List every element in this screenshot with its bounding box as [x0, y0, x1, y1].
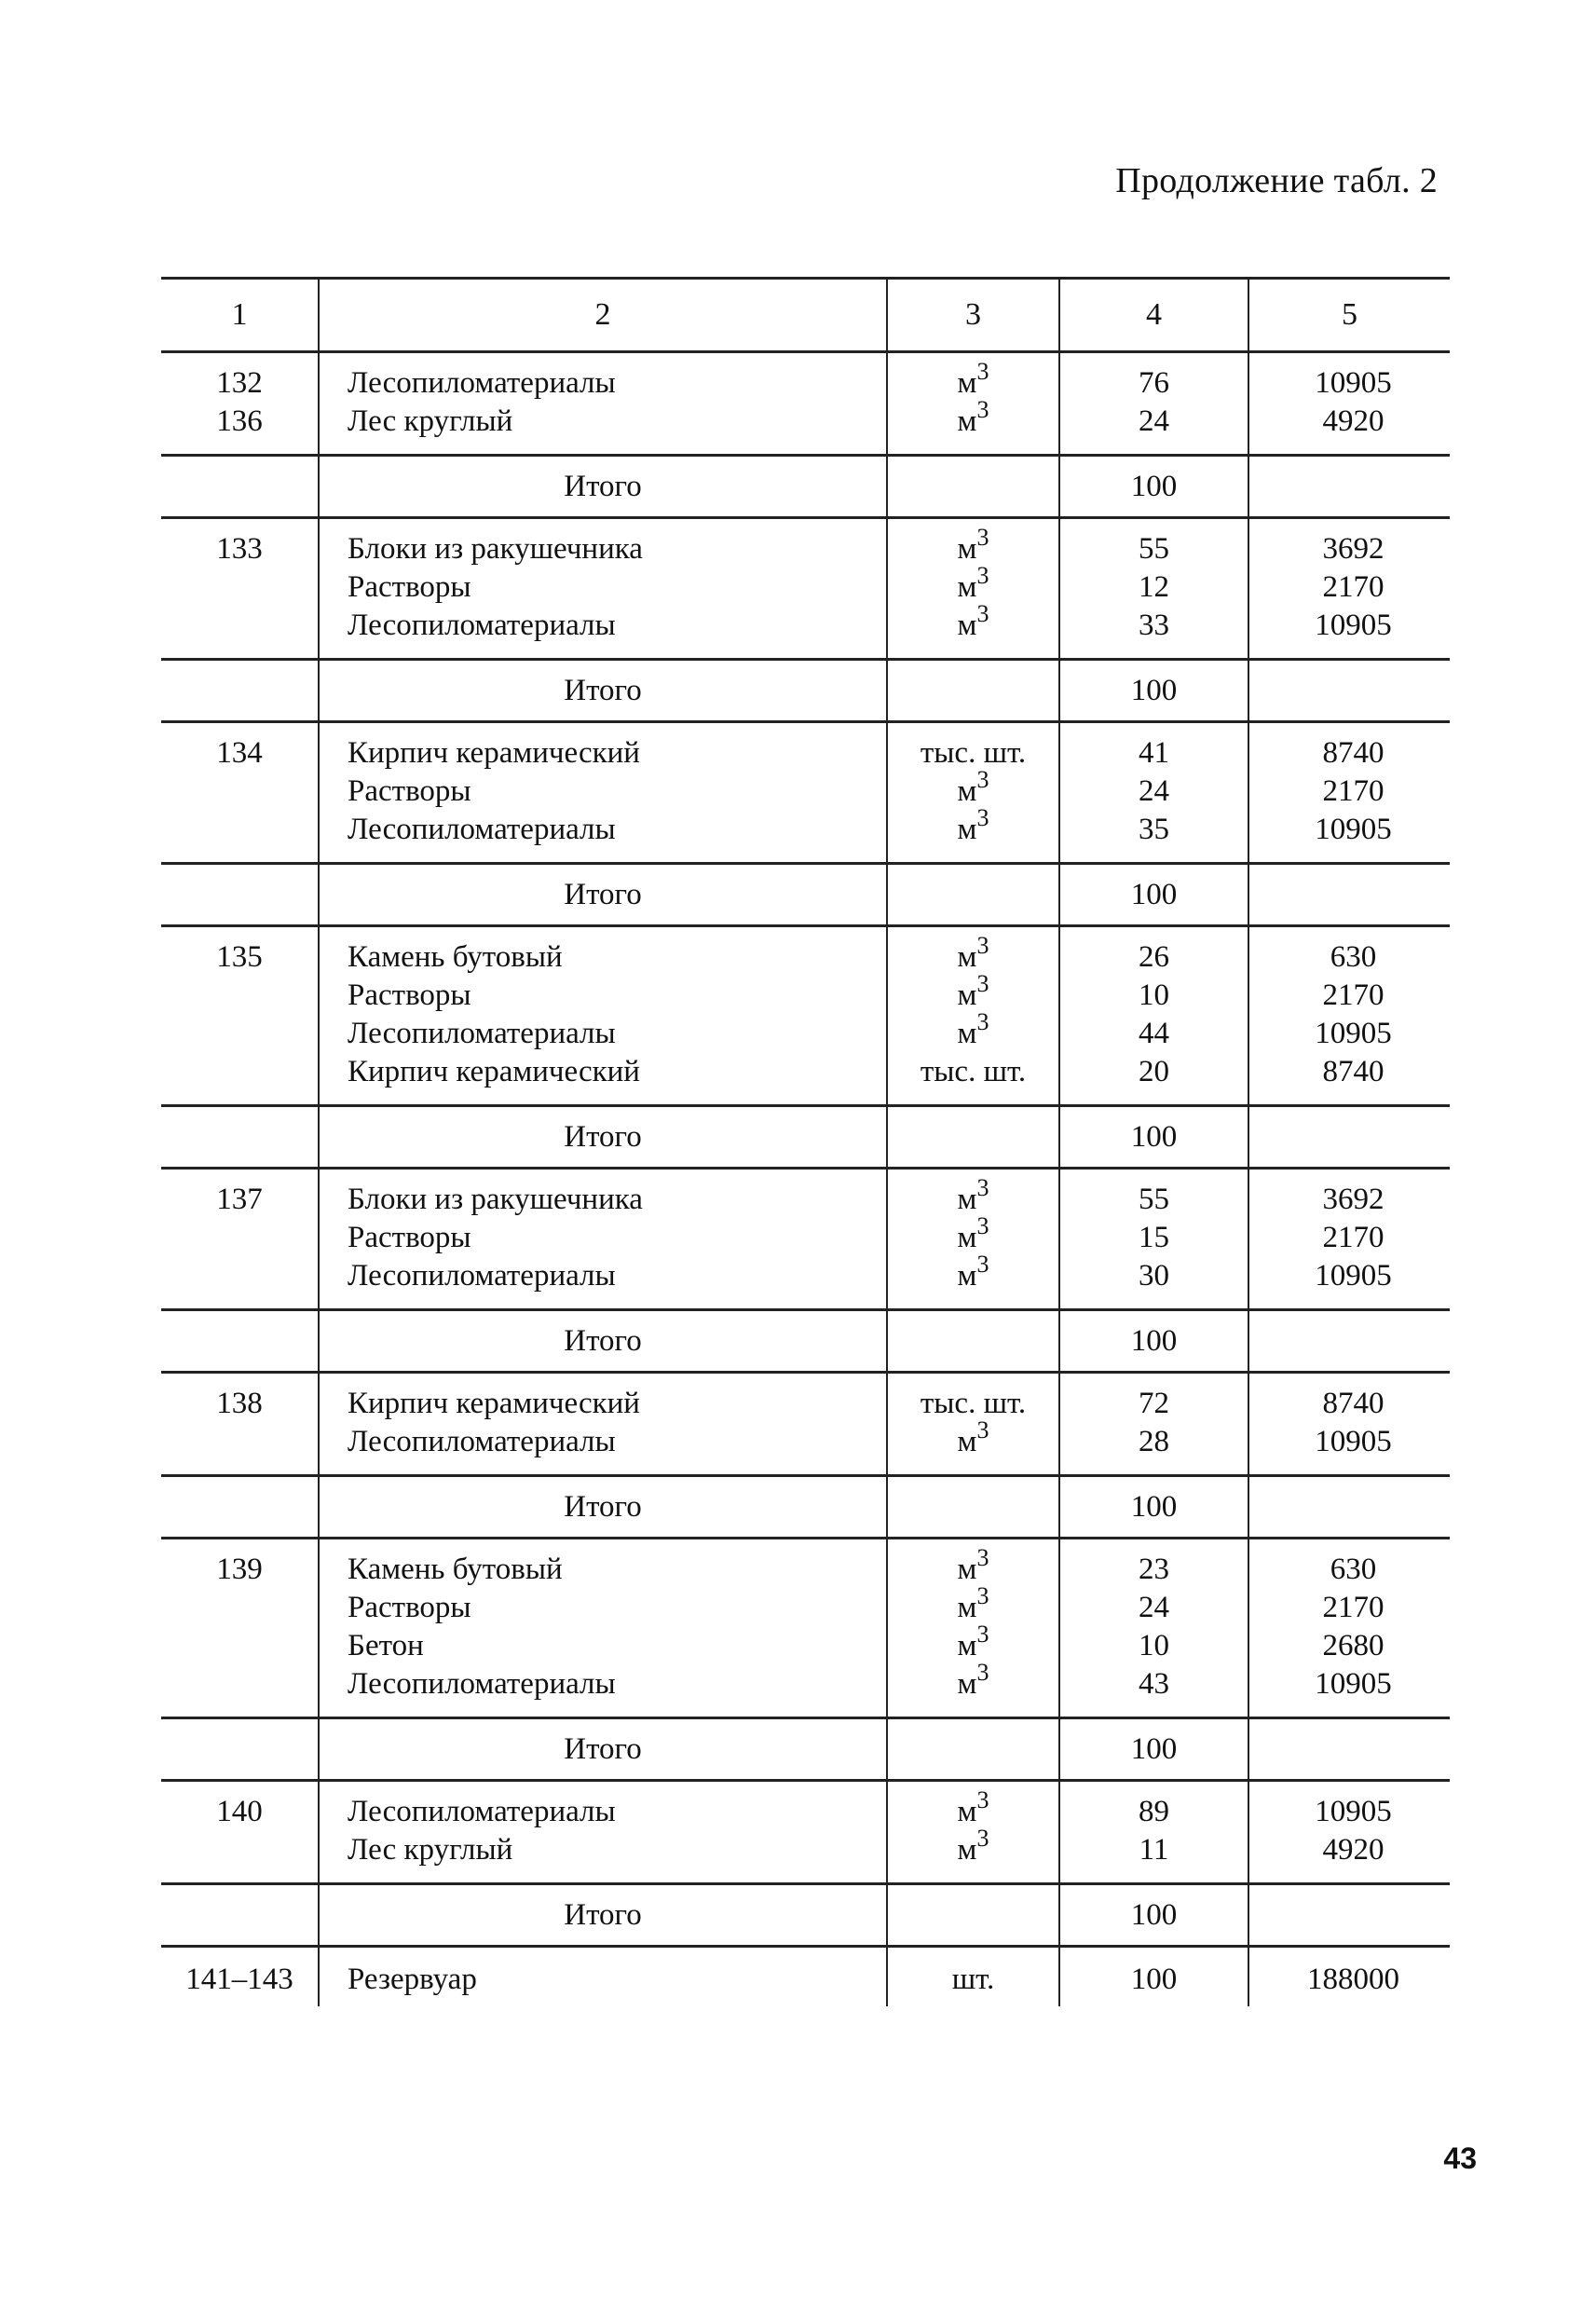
unit-exponent: 3 [976, 600, 989, 627]
material-name: Лес круглый [348, 1833, 513, 1867]
material-name: Камень бутовый [348, 1553, 563, 1586]
total-label: Итого [319, 1106, 887, 1169]
value-cell [1248, 518, 1450, 660]
materials-table [161, 277, 1450, 2006]
total-empty-cell [887, 1310, 1059, 1373]
group-code: 139 [216, 1553, 263, 1586]
total-empty-cell [887, 1884, 1059, 1947]
total-row [161, 1310, 1450, 1373]
percent-value: 55 [1139, 1183, 1169, 1216]
price-value: 2170 [1322, 570, 1385, 604]
unit-exponent: 3 [976, 1212, 989, 1239]
percent-value: 24 [1139, 774, 1169, 808]
group-code-cell [161, 518, 319, 660]
percent-value: 41 [1139, 736, 1169, 770]
unit-exponent: 3 [976, 396, 989, 423]
price-value: 8740 [1322, 736, 1385, 770]
price-value: 630 [1330, 940, 1377, 974]
unit [888, 358, 1058, 403]
total-value: 100 [1059, 1310, 1248, 1373]
total-label: Итого [319, 660, 887, 722]
price-value: 10905 [1315, 1667, 1392, 1701]
total-row [161, 1476, 1450, 1539]
material-name: Лесопиломатериалы [348, 1259, 616, 1293]
unit-text: м [957, 1425, 977, 1458]
group-code: 137 [216, 1183, 263, 1216]
group-code-cell [161, 1781, 319, 1884]
unit-text: м [957, 404, 977, 438]
group-code-cell [161, 722, 319, 864]
header-cell: 5 [1248, 279, 1450, 352]
unit-text: м [957, 1795, 977, 1828]
percent-value: 26 [1139, 940, 1169, 974]
group-code: 135 [216, 940, 263, 974]
material-name: Камень бутовый [348, 940, 563, 974]
unit-text: м [957, 1553, 977, 1586]
price-value: 2680 [1322, 1629, 1385, 1662]
material-name-cell [319, 352, 887, 456]
percent-value: 23 [1139, 1553, 1169, 1586]
value-cell [1248, 1169, 1450, 1310]
percent-cell [1059, 722, 1248, 864]
material-name: Лес круглый [348, 404, 513, 438]
header-cell: 4 [1059, 279, 1248, 352]
table-caption: Продолжение табл. 2 [1115, 161, 1438, 200]
total-label: Итого [319, 864, 887, 926]
total-empty-cell [1248, 456, 1450, 518]
unit-exponent: 3 [976, 970, 989, 997]
group-code-cell [161, 1373, 319, 1476]
material-name: Растворы [348, 1221, 471, 1254]
header-cell: 3 [887, 279, 1059, 352]
unit-exponent: 3 [976, 524, 989, 551]
total-empty-cell [161, 1718, 319, 1781]
unit [888, 766, 1058, 811]
percent-value: 76 [1139, 366, 1169, 400]
value-cell [1248, 926, 1450, 1106]
unit-exponent: 3 [976, 1251, 989, 1278]
material-name-cell [319, 722, 887, 864]
price-value: 10905 [1315, 1017, 1392, 1050]
unit-exponent: 3 [976, 358, 989, 385]
total-empty-cell [161, 864, 319, 926]
total-value: 100 [1059, 864, 1248, 926]
unit-text: тыс. шт. [920, 1387, 1027, 1420]
total-empty-cell [887, 456, 1059, 518]
total-empty-cell [161, 1310, 319, 1373]
final-percent-cell [1059, 1947, 1248, 2007]
total-empty-cell [887, 660, 1059, 722]
group-row [161, 1539, 1450, 1718]
unit-text: м [957, 1221, 977, 1254]
percent-value: 24 [1139, 1591, 1169, 1624]
price-value: 10905 [1315, 609, 1392, 642]
percent-cell [1059, 1169, 1248, 1310]
price-value: 10905 [1315, 1259, 1392, 1293]
price-value: 2170 [1322, 774, 1385, 808]
unit-text: м [957, 1629, 977, 1662]
final-percent: 100 [1130, 1963, 1178, 1996]
percent-value: 15 [1139, 1221, 1169, 1254]
total-row [161, 1884, 1450, 1947]
unit [888, 1008, 1058, 1053]
unit-text: м [957, 1667, 977, 1701]
total-empty-cell [887, 1476, 1059, 1539]
unit [888, 970, 1058, 1015]
unit [888, 600, 1058, 645]
unit-text: м [957, 609, 977, 642]
material-name: Лесопиломатериалы [348, 366, 616, 400]
unit [888, 1825, 1058, 1869]
material-name: Лесопиломатериалы [348, 1425, 616, 1458]
total-empty-cell [161, 456, 319, 518]
price-value: 3692 [1322, 532, 1385, 566]
unit-exponent: 3 [976, 1582, 989, 1609]
material-name: Лесопиломатериалы [348, 1017, 616, 1050]
total-empty-cell [1248, 1106, 1450, 1169]
value-cell [1248, 1781, 1450, 1884]
percent-value: 12 [1139, 570, 1169, 604]
unit-cell [887, 1373, 1059, 1476]
group-code: 136 [216, 404, 263, 438]
group-code: 138 [216, 1387, 263, 1420]
unit-text: м [957, 1259, 977, 1293]
material-name: Кирпич керамический [348, 1387, 640, 1420]
price-value: 8740 [1322, 1055, 1385, 1088]
material-name: Блоки из ракушечника [348, 1183, 643, 1216]
total-empty-cell [1248, 864, 1450, 926]
percent-cell [1059, 926, 1248, 1106]
percent-value: 20 [1139, 1055, 1169, 1088]
percent-value: 28 [1139, 1425, 1169, 1458]
price-value: 4920 [1322, 404, 1385, 438]
material-name: Кирпич керамический [348, 736, 640, 770]
percent-value: 35 [1139, 813, 1169, 846]
total-value: 100 [1059, 456, 1248, 518]
page-number: 43 [1443, 2141, 1477, 2175]
unit [888, 1416, 1058, 1461]
percent-cell [1059, 1539, 1248, 1718]
material-name: Растворы [348, 570, 471, 604]
percent-value: 10 [1139, 1629, 1169, 1662]
total-value: 100 [1059, 1718, 1248, 1781]
unit [888, 1621, 1058, 1665]
price-value: 10905 [1315, 366, 1392, 400]
value-cell [1248, 352, 1450, 456]
percent-cell [1059, 1373, 1248, 1476]
percent-value: 30 [1139, 1259, 1169, 1293]
unit-text: м [957, 366, 977, 400]
unit [888, 932, 1058, 977]
final-value-cell [1248, 1947, 1450, 2007]
unit [888, 1385, 1058, 1423]
material-name: Бетон [348, 1629, 424, 1662]
total-label: Итого [319, 1476, 887, 1539]
price-value: 630 [1330, 1553, 1377, 1586]
unit-exponent: 3 [976, 1786, 989, 1813]
unit [888, 562, 1058, 607]
unit-exponent: 3 [976, 562, 989, 589]
unit [888, 524, 1058, 568]
unit-exponent: 3 [976, 1621, 989, 1648]
total-empty-cell [161, 1476, 319, 1539]
percent-value: 10 [1139, 978, 1169, 1012]
unit-cell [887, 1169, 1059, 1310]
unit-exponent: 3 [976, 1659, 989, 1686]
unit-cell [887, 1781, 1059, 1884]
unit-cell [887, 926, 1059, 1106]
material-name: Кирпич керамический [348, 1055, 640, 1088]
total-value: 100 [1059, 1884, 1248, 1947]
group-code: 133 [216, 532, 263, 566]
price-value: 2170 [1322, 1221, 1385, 1254]
group-code-cell [161, 926, 319, 1106]
total-row [161, 1718, 1450, 1781]
material-name: Лесопиломатериалы [348, 609, 616, 642]
group-row [161, 352, 1450, 456]
total-empty-cell [1248, 1310, 1450, 1373]
value-cell [1248, 1373, 1450, 1476]
total-empty-cell [1248, 1884, 1450, 1947]
group-code: 140 [216, 1795, 263, 1828]
unit-exponent: 3 [976, 1825, 989, 1852]
unit-text: тыс. шт. [920, 736, 1027, 770]
group-code-cell [161, 352, 319, 456]
material-name: Растворы [348, 1591, 471, 1624]
price-value: 4920 [1322, 1833, 1385, 1867]
unit-text: м [957, 1833, 977, 1867]
percent-value: 43 [1139, 1667, 1169, 1701]
percent-value: 72 [1139, 1387, 1169, 1420]
percent-value: 44 [1139, 1017, 1169, 1050]
total-empty-cell [887, 864, 1059, 926]
price-value: 10905 [1315, 813, 1392, 846]
unit [888, 1544, 1058, 1589]
unit-exponent: 3 [976, 1008, 989, 1035]
total-empty-cell [161, 1884, 319, 1947]
group-row [161, 926, 1450, 1106]
unit-text: м [957, 978, 977, 1012]
total-label: Итого [319, 1310, 887, 1373]
group-code: 132 [216, 366, 263, 400]
header-cell: 1 [161, 279, 319, 352]
group-row [161, 1373, 1450, 1476]
unit-exponent: 3 [976, 1174, 989, 1201]
unit-text: тыс. шт. [920, 1055, 1027, 1088]
unit-text: м [957, 774, 977, 808]
material-name-cell [319, 518, 887, 660]
unit [888, 1786, 1058, 1831]
unit [888, 1251, 1058, 1295]
unit-text: м [957, 1017, 977, 1050]
final-name-cell [319, 1947, 887, 2007]
price-value: 2170 [1322, 978, 1385, 1012]
price-value: 2170 [1322, 1591, 1385, 1624]
total-empty-cell [887, 1106, 1059, 1169]
total-label: Итого [319, 1884, 887, 1947]
group-code-cell [161, 1539, 319, 1718]
header-cell: 2 [319, 279, 887, 352]
final-row [161, 1947, 1450, 2007]
unit [888, 734, 1058, 773]
group-row [161, 1169, 1450, 1310]
material-name-cell [319, 1373, 887, 1476]
material-name-cell [319, 1539, 887, 1718]
table-header-row [161, 279, 1450, 352]
material-name-cell [319, 926, 887, 1106]
unit-exponent: 3 [976, 766, 989, 793]
unit-exponent: 3 [976, 1416, 989, 1443]
total-row [161, 456, 1450, 518]
final-code-cell [161, 1947, 319, 2007]
total-label: Итого [319, 1718, 887, 1781]
unit-exponent: 3 [976, 1544, 989, 1571]
unit [888, 1053, 1058, 1091]
unit [888, 1174, 1058, 1219]
percent-cell [1059, 1781, 1248, 1884]
material-name: Блоки из ракушечника [348, 532, 643, 566]
total-row [161, 864, 1450, 926]
total-value: 100 [1059, 1106, 1248, 1169]
value-cell [1248, 722, 1450, 864]
final-value: 188000 [1307, 1963, 1399, 1996]
unit [888, 1212, 1058, 1257]
group-row [161, 518, 1450, 660]
unit-cell [887, 1539, 1059, 1718]
price-value: 10905 [1315, 1425, 1392, 1458]
total-row [161, 1106, 1450, 1169]
final-unit: шт. [951, 1963, 995, 1996]
unit-text: м [957, 813, 977, 846]
percent-cell [1059, 518, 1248, 660]
material-name: Растворы [348, 774, 471, 808]
price-value: 3692 [1322, 1183, 1385, 1216]
group-row [161, 1781, 1450, 1884]
total-empty-cell [887, 1718, 1059, 1781]
unit-text: м [957, 570, 977, 604]
percent-value: 24 [1139, 404, 1169, 438]
percent-value: 11 [1139, 1833, 1169, 1867]
unit [888, 804, 1058, 849]
final-code: 141–143 [185, 1963, 293, 1996]
total-value: 100 [1059, 660, 1248, 722]
group-row [161, 722, 1450, 864]
percent-value: 55 [1139, 532, 1169, 566]
total-row [161, 660, 1450, 722]
price-value: 10905 [1315, 1795, 1392, 1828]
percent-cell [1059, 352, 1248, 456]
unit-exponent: 3 [976, 932, 989, 959]
unit-cell [887, 722, 1059, 864]
unit-text: м [957, 1591, 977, 1624]
material-name: Лесопиломатериалы [348, 1795, 616, 1828]
unit-text: м [957, 940, 977, 974]
unit [888, 1659, 1058, 1703]
material-name: Лесопиломатериалы [348, 1667, 616, 1701]
material-name: Растворы [348, 978, 471, 1012]
material-name-cell [319, 1169, 887, 1310]
unit [888, 1582, 1058, 1627]
total-empty-cell [1248, 1718, 1450, 1781]
final-unit-cell [887, 1947, 1059, 2007]
unit-exponent: 3 [976, 804, 989, 831]
total-empty-cell [1248, 660, 1450, 722]
price-value: 8740 [1322, 1387, 1385, 1420]
total-empty-cell [161, 1106, 319, 1169]
group-code: 134 [216, 736, 263, 770]
group-code-cell [161, 1169, 319, 1310]
percent-value: 89 [1139, 1795, 1169, 1828]
unit-cell [887, 352, 1059, 456]
unit-text: м [957, 1183, 977, 1216]
total-label: Итого [319, 456, 887, 518]
material-name: Лесопиломатериалы [348, 813, 616, 846]
total-empty-cell [161, 660, 319, 722]
unit-text: м [957, 532, 977, 566]
value-cell [1248, 1539, 1450, 1718]
total-empty-cell [1248, 1476, 1450, 1539]
final-name: Резервуар [348, 1963, 477, 1996]
unit-cell [887, 518, 1059, 660]
material-name-cell [319, 1781, 887, 1884]
total-value: 100 [1059, 1476, 1248, 1539]
percent-value: 33 [1139, 609, 1169, 642]
unit [888, 396, 1058, 441]
